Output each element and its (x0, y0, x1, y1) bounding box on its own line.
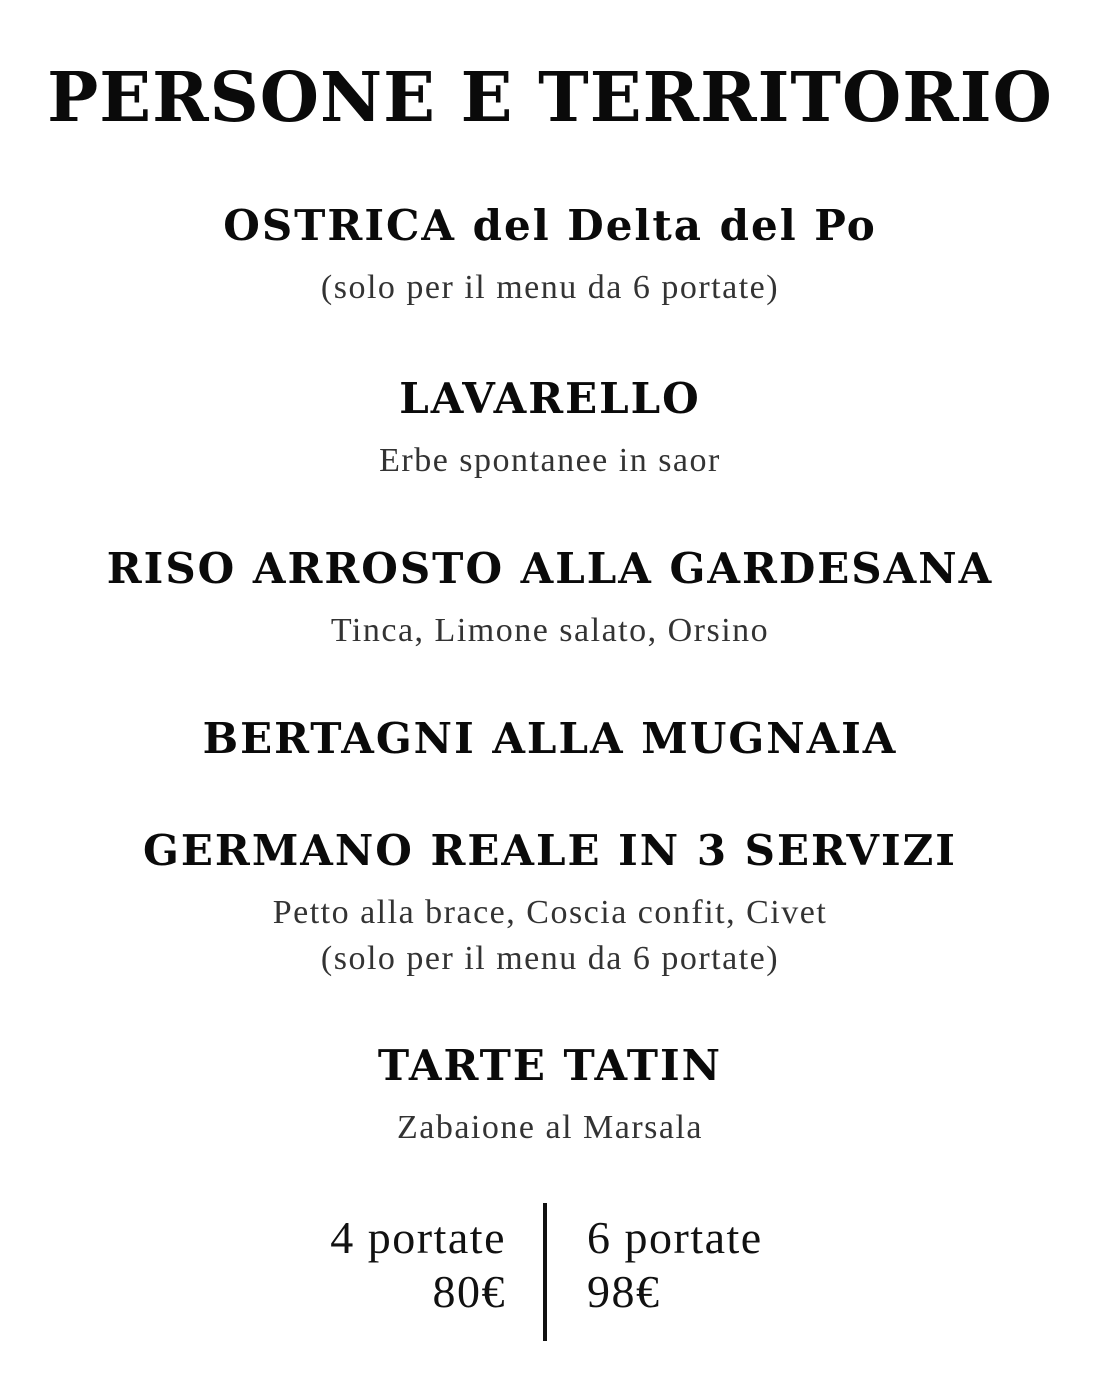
dish-description: Erbe spontanee in saor (379, 442, 721, 479)
price-option-label: 6 portate (587, 1212, 763, 1263)
price-section (0, 1203, 1100, 1341)
dish-name: BERTAGNI ALLA MUGNAIA (202, 714, 898, 763)
dish-riso-arrosto (0, 543, 1100, 653)
menu-title: PERSONE E TERRITORIO (47, 58, 1053, 138)
dish-ostrica (0, 200, 1100, 310)
dish-lavarello (0, 373, 1100, 483)
dish-description: (solo per il menu da 6 portate) (320, 269, 780, 306)
dish-germano-reale (0, 825, 1100, 981)
dish-name: OSTRICA del Delta del Po (223, 201, 877, 250)
price-option-6-courses (587, 1211, 763, 1319)
dish-name: LAVARELLO (399, 374, 701, 423)
dish-description: Zabaione al Marsala (396, 1109, 704, 1146)
dish-bertagni (0, 713, 1100, 765)
dish-name: TARTE TATIN (377, 1041, 723, 1090)
dish-description: Tinca, Limone salato, Orsino (330, 612, 770, 649)
price-divider (543, 1203, 547, 1341)
dish-name: RISO ARROSTO ALLA GARDESANA (106, 544, 994, 593)
dish-tarte-tatin (0, 1040, 1100, 1150)
price-option-amount: 98€ (587, 1266, 661, 1317)
price-option-amount: 80€ (432, 1266, 506, 1317)
dish-name: GERMANO REALE IN 3 SERVIZI (143, 826, 957, 875)
dish-description: Petto alla brace, Coscia confit, Civet (272, 894, 828, 931)
price-option-4-courses (330, 1211, 506, 1319)
dish-description-note: (solo per il menu da 6 portate) (320, 940, 780, 977)
price-option-label: 4 portate (330, 1212, 506, 1263)
